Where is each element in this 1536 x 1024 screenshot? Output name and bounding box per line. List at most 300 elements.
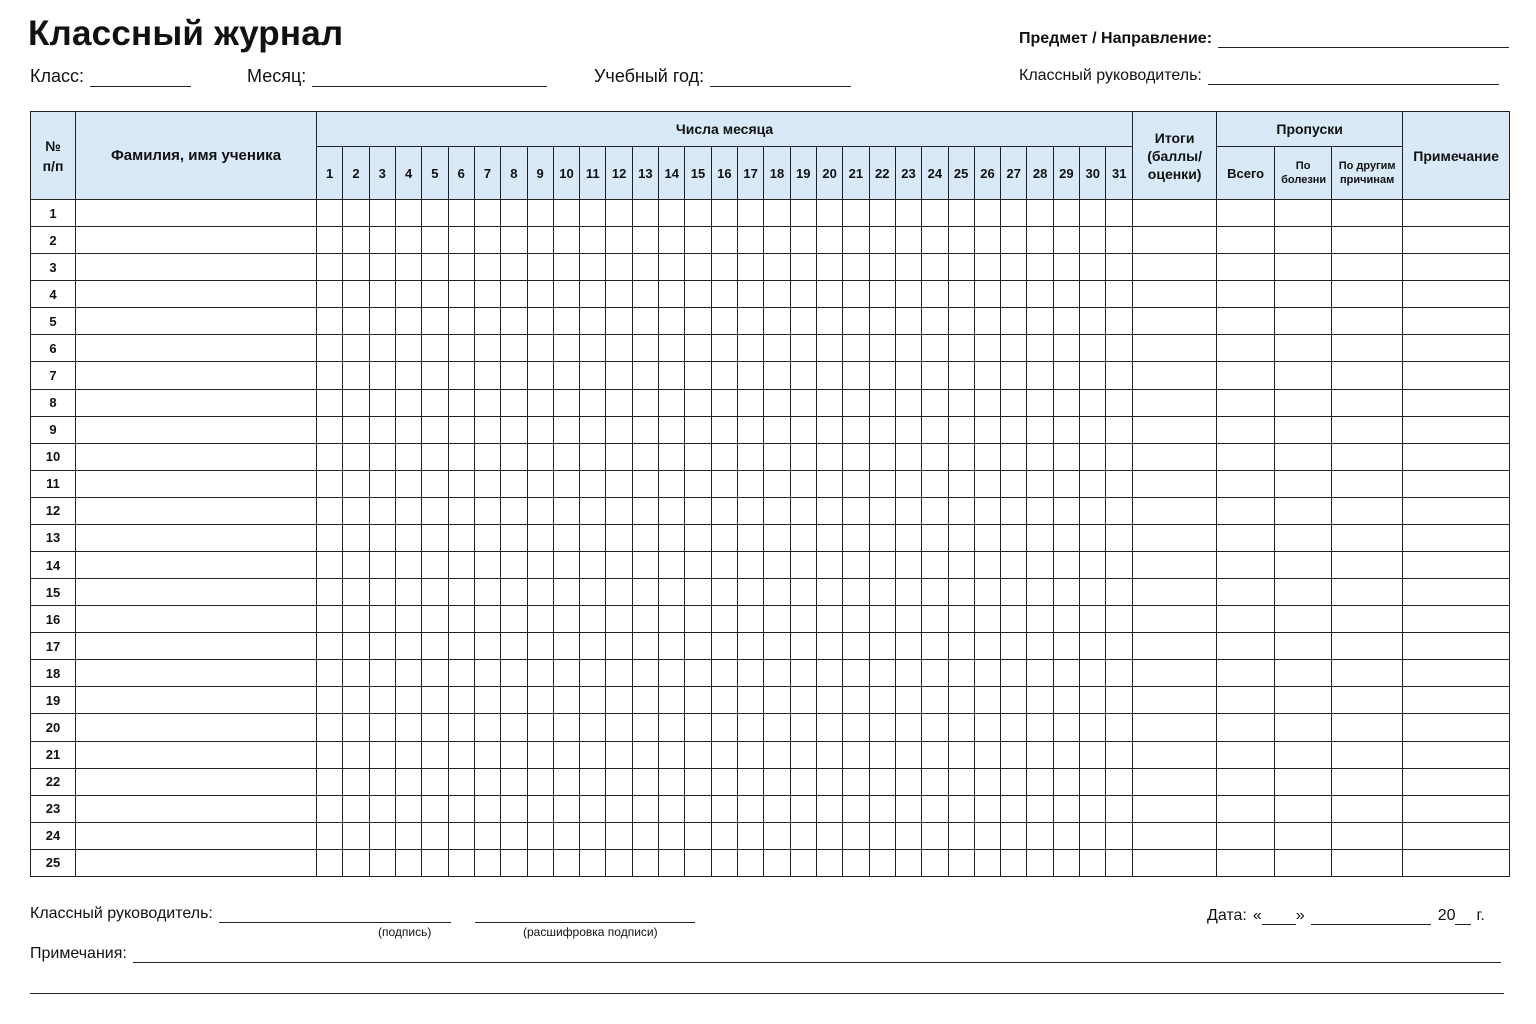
day-cell[interactable]: [343, 524, 369, 551]
day-cell[interactable]: [764, 768, 790, 795]
day-cell[interactable]: [474, 714, 500, 741]
day-cell[interactable]: [1106, 660, 1133, 687]
day-cell[interactable]: [317, 497, 343, 524]
day-cell[interactable]: [922, 579, 948, 606]
day-cell[interactable]: [553, 254, 579, 281]
day-cell[interactable]: [343, 497, 369, 524]
absence-illness-cell[interactable]: [1275, 416, 1332, 443]
day-cell[interactable]: [448, 335, 474, 362]
day-cell[interactable]: [606, 308, 632, 335]
day-cell[interactable]: [632, 768, 658, 795]
notes-cell[interactable]: [1403, 416, 1510, 443]
day-cell[interactable]: [1080, 335, 1106, 362]
day-cell[interactable]: [1027, 524, 1053, 551]
signature-line[interactable]: [219, 907, 451, 923]
day-cell[interactable]: [1080, 606, 1106, 633]
day-cell[interactable]: [395, 849, 421, 876]
day-cell[interactable]: [422, 308, 448, 335]
day-cell[interactable]: [764, 633, 790, 660]
totals-cell[interactable]: [1133, 741, 1217, 768]
day-cell[interactable]: [685, 227, 711, 254]
absence-total-cell[interactable]: [1217, 660, 1275, 687]
month-field[interactable]: [247, 66, 547, 87]
day-cell[interactable]: [711, 687, 737, 714]
day-cell[interactable]: [738, 633, 764, 660]
day-cell[interactable]: [448, 524, 474, 551]
absence-total-cell[interactable]: [1217, 362, 1275, 389]
day-cell[interactable]: [685, 552, 711, 579]
day-cell[interactable]: [632, 579, 658, 606]
day-cell[interactable]: [1080, 254, 1106, 281]
day-cell[interactable]: [711, 335, 737, 362]
day-cell[interactable]: [1080, 795, 1106, 822]
day-cell[interactable]: [974, 768, 1000, 795]
day-cell[interactable]: [790, 741, 816, 768]
teacher-input-line[interactable]: [1208, 67, 1499, 85]
day-cell[interactable]: [1027, 281, 1053, 308]
day-cell[interactable]: [1106, 416, 1133, 443]
day-cell[interactable]: [948, 552, 974, 579]
day-cell[interactable]: [369, 714, 395, 741]
day-cell[interactable]: [369, 335, 395, 362]
day-cell[interactable]: [685, 606, 711, 633]
day-cell[interactable]: [738, 389, 764, 416]
day-cell[interactable]: [1080, 687, 1106, 714]
day-cell[interactable]: [632, 308, 658, 335]
day-cell[interactable]: [606, 714, 632, 741]
notes-cell[interactable]: [1403, 524, 1510, 551]
day-cell[interactable]: [711, 795, 737, 822]
day-cell[interactable]: [790, 795, 816, 822]
day-cell[interactable]: [343, 281, 369, 308]
day-cell[interactable]: [843, 606, 869, 633]
day-cell[interactable]: [632, 714, 658, 741]
day-cell[interactable]: [317, 579, 343, 606]
day-cell[interactable]: [790, 687, 816, 714]
day-cell[interactable]: [816, 552, 842, 579]
day-cell[interactable]: [1001, 606, 1027, 633]
day-cell[interactable]: [895, 524, 921, 551]
day-cell[interactable]: [922, 470, 948, 497]
day-cell[interactable]: [764, 389, 790, 416]
day-cell[interactable]: [395, 362, 421, 389]
absence-total-cell[interactable]: [1217, 633, 1275, 660]
day-cell[interactable]: [790, 524, 816, 551]
notes-cell[interactable]: [1403, 308, 1510, 335]
day-cell[interactable]: [395, 633, 421, 660]
day-cell[interactable]: [843, 714, 869, 741]
day-cell[interactable]: [659, 579, 685, 606]
day-cell[interactable]: [895, 227, 921, 254]
day-cell[interactable]: [553, 443, 579, 470]
day-cell[interactable]: [343, 606, 369, 633]
day-cell[interactable]: [922, 389, 948, 416]
day-cell[interactable]: [1001, 687, 1027, 714]
absence-other-cell[interactable]: [1332, 552, 1403, 579]
day-cell[interactable]: [922, 849, 948, 876]
day-cell[interactable]: [659, 470, 685, 497]
notes-line-2[interactable]: [30, 993, 1504, 994]
day-cell[interactable]: [948, 660, 974, 687]
absence-illness-cell[interactable]: [1275, 335, 1332, 362]
day-cell[interactable]: [317, 470, 343, 497]
notes-cell[interactable]: [1403, 497, 1510, 524]
day-cell[interactable]: [448, 633, 474, 660]
day-cell[interactable]: [343, 633, 369, 660]
day-cell[interactable]: [711, 470, 737, 497]
day-cell[interactable]: [790, 822, 816, 849]
absence-other-cell[interactable]: [1332, 443, 1403, 470]
footer-teacher-signature[interactable]: [30, 905, 695, 923]
day-cell[interactable]: [922, 362, 948, 389]
day-cell[interactable]: [395, 308, 421, 335]
day-cell[interactable]: [343, 768, 369, 795]
day-cell[interactable]: [395, 281, 421, 308]
day-cell[interactable]: [764, 579, 790, 606]
day-cell[interactable]: [1027, 308, 1053, 335]
day-cell[interactable]: [816, 795, 842, 822]
class-input-line[interactable]: [90, 69, 191, 87]
absence-illness-cell[interactable]: [1275, 822, 1332, 849]
day-cell[interactable]: [711, 389, 737, 416]
day-cell[interactable]: [843, 470, 869, 497]
day-cell[interactable]: [711, 416, 737, 443]
day-cell[interactable]: [1053, 200, 1079, 227]
day-cell[interactable]: [343, 579, 369, 606]
day-cell[interactable]: [317, 227, 343, 254]
day-cell[interactable]: [369, 254, 395, 281]
day-cell[interactable]: [895, 443, 921, 470]
absence-illness-cell[interactable]: [1275, 443, 1332, 470]
student-name-cell[interactable]: [76, 254, 317, 281]
day-cell[interactable]: [1053, 660, 1079, 687]
day-cell[interactable]: [790, 200, 816, 227]
totals-cell[interactable]: [1133, 552, 1217, 579]
day-cell[interactable]: [501, 795, 527, 822]
notes-cell[interactable]: [1403, 660, 1510, 687]
day-cell[interactable]: [448, 795, 474, 822]
day-cell[interactable]: [422, 849, 448, 876]
day-cell[interactable]: [922, 552, 948, 579]
day-cell[interactable]: [1027, 849, 1053, 876]
day-cell[interactable]: [369, 200, 395, 227]
footer-notes[interactable]: [30, 945, 1501, 963]
day-cell[interactable]: [869, 308, 895, 335]
day-cell[interactable]: [474, 281, 500, 308]
notes-cell[interactable]: [1403, 849, 1510, 876]
student-name-cell[interactable]: [76, 308, 317, 335]
day-cell[interactable]: [843, 822, 869, 849]
day-cell[interactable]: [843, 633, 869, 660]
day-cell[interactable]: [501, 254, 527, 281]
day-cell[interactable]: [895, 768, 921, 795]
day-cell[interactable]: [1053, 687, 1079, 714]
day-cell[interactable]: [843, 281, 869, 308]
day-cell[interactable]: [1053, 227, 1079, 254]
totals-cell[interactable]: [1133, 281, 1217, 308]
day-cell[interactable]: [317, 308, 343, 335]
day-cell[interactable]: [1080, 497, 1106, 524]
day-cell[interactable]: [738, 200, 764, 227]
day-cell[interactable]: [501, 200, 527, 227]
day-cell[interactable]: [1106, 443, 1133, 470]
day-cell[interactable]: [1053, 254, 1079, 281]
day-cell[interactable]: [895, 308, 921, 335]
day-cell[interactable]: [606, 633, 632, 660]
student-name-cell[interactable]: [76, 849, 317, 876]
absence-total-cell[interactable]: [1217, 552, 1275, 579]
day-cell[interactable]: [659, 308, 685, 335]
day-cell[interactable]: [422, 552, 448, 579]
day-cell[interactable]: [422, 579, 448, 606]
day-cell[interactable]: [317, 633, 343, 660]
day-cell[interactable]: [711, 579, 737, 606]
day-cell[interactable]: [764, 606, 790, 633]
day-cell[interactable]: [448, 687, 474, 714]
day-cell[interactable]: [501, 687, 527, 714]
totals-cell[interactable]: [1133, 579, 1217, 606]
day-cell[interactable]: [448, 362, 474, 389]
day-cell[interactable]: [317, 552, 343, 579]
day-cell[interactable]: [1053, 849, 1079, 876]
day-cell[interactable]: [711, 741, 737, 768]
day-cell[interactable]: [1027, 335, 1053, 362]
day-cell[interactable]: [816, 227, 842, 254]
day-cell[interactable]: [632, 822, 658, 849]
day-cell[interactable]: [527, 335, 553, 362]
absence-other-cell[interactable]: [1332, 200, 1403, 227]
absence-other-cell[interactable]: [1332, 227, 1403, 254]
absence-total-cell[interactable]: [1217, 308, 1275, 335]
day-cell[interactable]: [1053, 822, 1079, 849]
student-name-cell[interactable]: [76, 335, 317, 362]
student-name-cell[interactable]: [76, 579, 317, 606]
day-cell[interactable]: [895, 849, 921, 876]
day-cell[interactable]: [1106, 795, 1133, 822]
day-cell[interactable]: [1106, 714, 1133, 741]
day-cell[interactable]: [869, 389, 895, 416]
day-cell[interactable]: [790, 849, 816, 876]
day-cell[interactable]: [843, 660, 869, 687]
day-cell[interactable]: [448, 849, 474, 876]
day-cell[interactable]: [553, 335, 579, 362]
day-cell[interactable]: [395, 443, 421, 470]
day-cell[interactable]: [659, 822, 685, 849]
day-cell[interactable]: [711, 768, 737, 795]
day-cell[interactable]: [606, 470, 632, 497]
day-cell[interactable]: [790, 308, 816, 335]
day-cell[interactable]: [395, 200, 421, 227]
day-cell[interactable]: [395, 579, 421, 606]
day-cell[interactable]: [895, 795, 921, 822]
day-cell[interactable]: [685, 389, 711, 416]
day-cell[interactable]: [1027, 579, 1053, 606]
day-cell[interactable]: [895, 714, 921, 741]
day-cell[interactable]: [448, 497, 474, 524]
day-cell[interactable]: [738, 227, 764, 254]
totals-cell[interactable]: [1133, 443, 1217, 470]
day-cell[interactable]: [448, 660, 474, 687]
day-cell[interactable]: [1106, 389, 1133, 416]
day-cell[interactable]: [764, 335, 790, 362]
day-cell[interactable]: [343, 389, 369, 416]
student-name-cell[interactable]: [76, 687, 317, 714]
day-cell[interactable]: [974, 470, 1000, 497]
day-cell[interactable]: [527, 524, 553, 551]
absence-illness-cell[interactable]: [1275, 389, 1332, 416]
day-cell[interactable]: [448, 443, 474, 470]
notes-cell[interactable]: [1403, 768, 1510, 795]
day-cell[interactable]: [632, 254, 658, 281]
totals-cell[interactable]: [1133, 389, 1217, 416]
day-cell[interactable]: [474, 362, 500, 389]
day-cell[interactable]: [711, 254, 737, 281]
absence-total-cell[interactable]: [1217, 579, 1275, 606]
day-cell[interactable]: [843, 524, 869, 551]
notes-cell[interactable]: [1403, 795, 1510, 822]
day-cell[interactable]: [895, 497, 921, 524]
day-cell[interactable]: [659, 714, 685, 741]
student-name-cell[interactable]: [76, 497, 317, 524]
notes-cell[interactable]: [1403, 335, 1510, 362]
day-cell[interactable]: [711, 606, 737, 633]
day-cell[interactable]: [1080, 470, 1106, 497]
day-cell[interactable]: [606, 335, 632, 362]
day-cell[interactable]: [816, 200, 842, 227]
day-cell[interactable]: [474, 389, 500, 416]
day-cell[interactable]: [738, 335, 764, 362]
day-cell[interactable]: [448, 389, 474, 416]
day-cell[interactable]: [790, 579, 816, 606]
day-cell[interactable]: [1106, 497, 1133, 524]
day-cell[interactable]: [606, 579, 632, 606]
day-cell[interactable]: [501, 470, 527, 497]
day-cell[interactable]: [764, 281, 790, 308]
day-cell[interactable]: [659, 281, 685, 308]
absence-other-cell[interactable]: [1332, 660, 1403, 687]
day-cell[interactable]: [448, 741, 474, 768]
day-cell[interactable]: [501, 335, 527, 362]
day-cell[interactable]: [764, 795, 790, 822]
day-cell[interactable]: [922, 497, 948, 524]
day-cell[interactable]: [501, 822, 527, 849]
day-cell[interactable]: [343, 470, 369, 497]
day-cell[interactable]: [790, 416, 816, 443]
day-cell[interactable]: [685, 335, 711, 362]
day-cell[interactable]: [606, 822, 632, 849]
day-cell[interactable]: [448, 579, 474, 606]
day-cell[interactable]: [816, 606, 842, 633]
day-cell[interactable]: [816, 687, 842, 714]
day-cell[interactable]: [606, 200, 632, 227]
day-cell[interactable]: [659, 362, 685, 389]
absence-other-cell[interactable]: [1332, 822, 1403, 849]
day-cell[interactable]: [922, 768, 948, 795]
day-cell[interactable]: [843, 552, 869, 579]
day-cell[interactable]: [580, 822, 606, 849]
day-cell[interactable]: [343, 227, 369, 254]
totals-cell[interactable]: [1133, 633, 1217, 660]
day-cell[interactable]: [974, 389, 1000, 416]
day-cell[interactable]: [869, 849, 895, 876]
day-cell[interactable]: [422, 741, 448, 768]
day-cell[interactable]: [922, 822, 948, 849]
day-cell[interactable]: [1080, 416, 1106, 443]
day-cell[interactable]: [1001, 308, 1027, 335]
day-cell[interactable]: [869, 822, 895, 849]
school-year-field[interactable]: [594, 66, 851, 87]
day-cell[interactable]: [1053, 795, 1079, 822]
day-cell[interactable]: [580, 849, 606, 876]
day-cell[interactable]: [369, 227, 395, 254]
absence-total-cell[interactable]: [1217, 254, 1275, 281]
day-cell[interactable]: [553, 768, 579, 795]
day-cell[interactable]: [843, 227, 869, 254]
day-cell[interactable]: [474, 308, 500, 335]
day-cell[interactable]: [317, 606, 343, 633]
day-cell[interactable]: [816, 362, 842, 389]
day-cell[interactable]: [659, 254, 685, 281]
day-cell[interactable]: [974, 687, 1000, 714]
day-cell[interactable]: [922, 741, 948, 768]
day-cell[interactable]: [764, 362, 790, 389]
day-cell[interactable]: [790, 552, 816, 579]
day-cell[interactable]: [1001, 254, 1027, 281]
day-cell[interactable]: [422, 227, 448, 254]
absence-total-cell[interactable]: [1217, 227, 1275, 254]
day-cell[interactable]: [1106, 200, 1133, 227]
day-cell[interactable]: [553, 741, 579, 768]
student-name-cell[interactable]: [76, 470, 317, 497]
day-cell[interactable]: [685, 633, 711, 660]
day-cell[interactable]: [580, 579, 606, 606]
day-cell[interactable]: [816, 524, 842, 551]
day-cell[interactable]: [606, 741, 632, 768]
day-cell[interactable]: [764, 443, 790, 470]
day-cell[interactable]: [1106, 524, 1133, 551]
absence-total-cell[interactable]: [1217, 606, 1275, 633]
day-cell[interactable]: [501, 849, 527, 876]
day-cell[interactable]: [395, 524, 421, 551]
day-cell[interactable]: [422, 714, 448, 741]
day-cell[interactable]: [974, 497, 1000, 524]
student-name-cell[interactable]: [76, 524, 317, 551]
day-cell[interactable]: [790, 254, 816, 281]
day-cell[interactable]: [790, 443, 816, 470]
absence-total-cell[interactable]: [1217, 714, 1275, 741]
day-cell[interactable]: [816, 714, 842, 741]
day-cell[interactable]: [606, 524, 632, 551]
day-cell[interactable]: [764, 254, 790, 281]
day-cell[interactable]: [948, 822, 974, 849]
day-cell[interactable]: [606, 687, 632, 714]
day-cell[interactable]: [606, 795, 632, 822]
day-cell[interactable]: [1080, 552, 1106, 579]
day-cell[interactable]: [816, 335, 842, 362]
day-cell[interactable]: [685, 254, 711, 281]
day-cell[interactable]: [474, 335, 500, 362]
day-cell[interactable]: [922, 795, 948, 822]
day-cell[interactable]: [632, 335, 658, 362]
day-cell[interactable]: [474, 606, 500, 633]
day-cell[interactable]: [1001, 849, 1027, 876]
date-month-line[interactable]: [1311, 909, 1431, 925]
day-cell[interactable]: [685, 687, 711, 714]
day-cell[interactable]: [711, 633, 737, 660]
day-cell[interactable]: [606, 281, 632, 308]
day-cell[interactable]: [343, 822, 369, 849]
day-cell[interactable]: [448, 254, 474, 281]
